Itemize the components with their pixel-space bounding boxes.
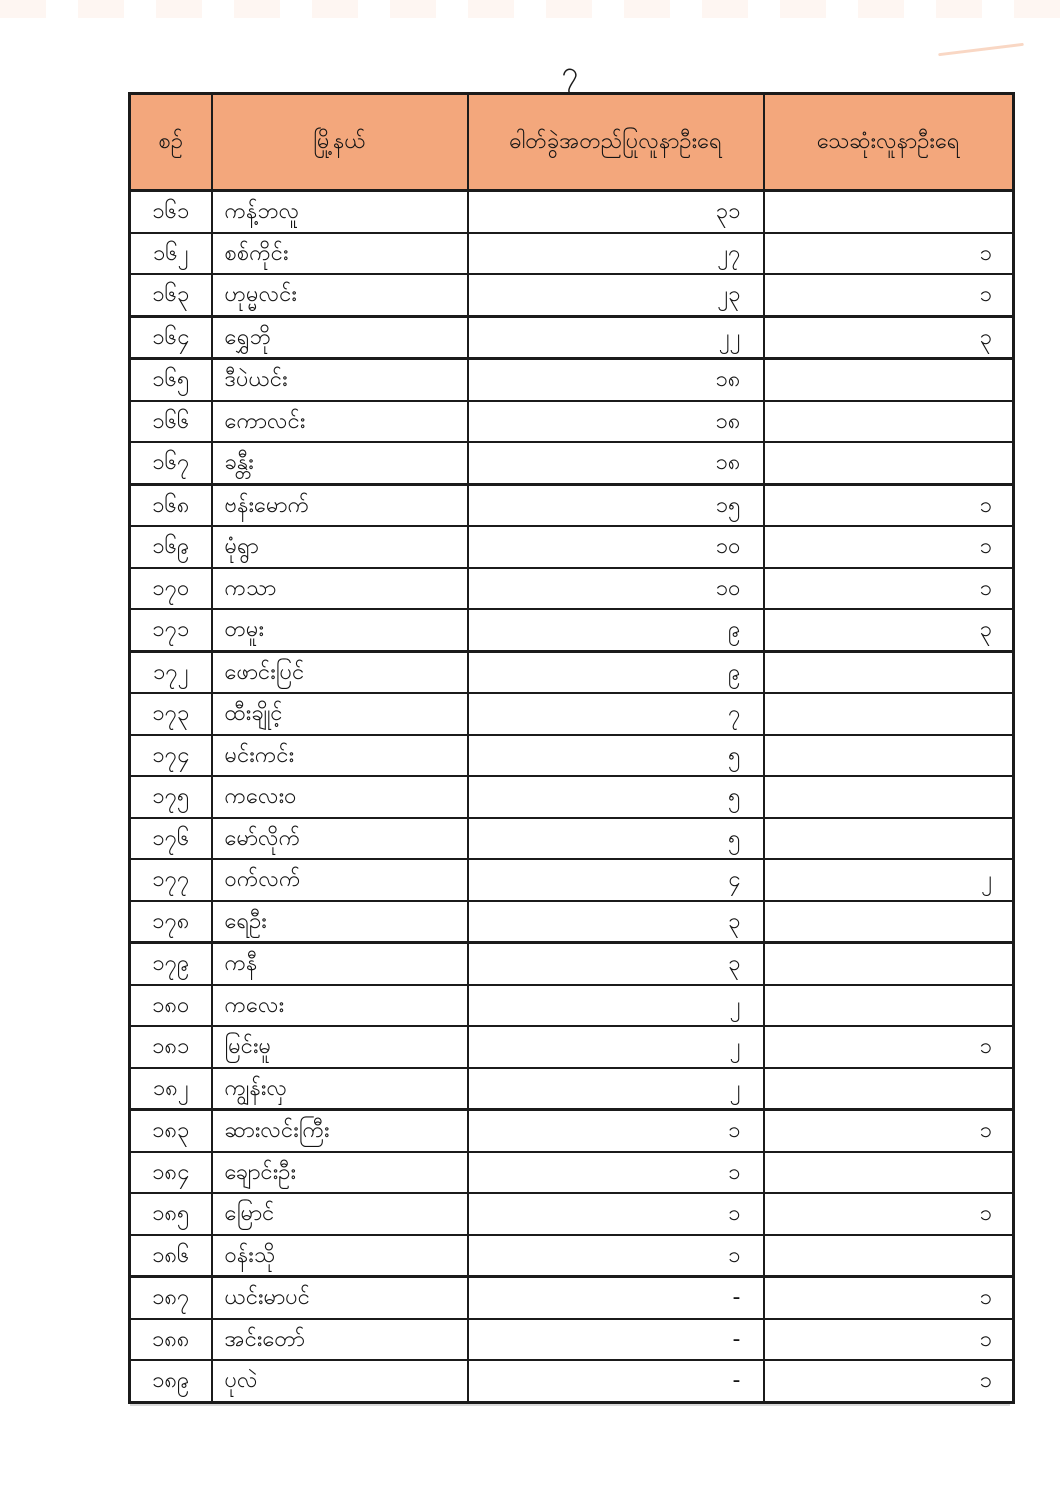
cell-township: ခန္တီး bbox=[212, 442, 468, 484]
cell-deaths: ၁ bbox=[764, 1193, 1014, 1235]
cell-confirmed: ၅ bbox=[468, 735, 764, 777]
cell-serial: ၁၇၉ bbox=[130, 943, 212, 985]
table-row bbox=[130, 1152, 1014, 1194]
table-row bbox=[130, 818, 1014, 860]
table-row bbox=[130, 1068, 1014, 1110]
cell-deaths bbox=[764, 735, 1014, 777]
table-row bbox=[130, 1277, 1014, 1319]
cell-serial: ၁၆၅ bbox=[130, 359, 212, 401]
cell-confirmed: ၂၃ bbox=[468, 274, 764, 316]
cell-township: ရွှေဘို bbox=[212, 316, 468, 359]
cell-deaths bbox=[764, 1152, 1014, 1194]
cell-confirmed: ၁၈ bbox=[468, 359, 764, 401]
table-row bbox=[130, 1110, 1014, 1152]
cell-confirmed: ၁ bbox=[468, 1235, 764, 1277]
cell-confirmed: ၄ bbox=[468, 859, 764, 901]
cell-township: ကလေး bbox=[212, 985, 468, 1027]
cell-township: ကောလင်း bbox=[212, 401, 468, 443]
cell-confirmed: ၁၀ bbox=[468, 526, 764, 568]
table-row bbox=[130, 401, 1014, 443]
cell-township: မြောင် bbox=[212, 1193, 468, 1235]
cell-township: မုံရွာ bbox=[212, 526, 468, 568]
township-cases-table bbox=[128, 92, 1015, 1404]
table-row bbox=[130, 693, 1014, 735]
cell-deaths: ၁ bbox=[764, 484, 1014, 526]
cell-township: ပုလဲ bbox=[212, 1360, 468, 1402]
cell-serial: ၁၇၁ bbox=[130, 609, 212, 651]
table-row bbox=[130, 316, 1014, 359]
table-header-row bbox=[130, 94, 1014, 191]
cell-confirmed: ၂၇ bbox=[468, 233, 764, 275]
cell-serial: ၁၇၇ bbox=[130, 859, 212, 901]
table-body bbox=[130, 191, 1014, 1403]
table-row bbox=[130, 1319, 1014, 1361]
cell-deaths bbox=[764, 1068, 1014, 1110]
cell-township: စစ်ကိုင်း bbox=[212, 233, 468, 275]
cell-township: ကန့်ဘလူ bbox=[212, 191, 468, 233]
table-row bbox=[130, 233, 1014, 275]
cell-confirmed: ၁၈ bbox=[468, 442, 764, 484]
cell-township: ဒီပဲယင်း bbox=[212, 359, 468, 401]
cell-deaths bbox=[764, 943, 1014, 985]
cell-township: ကနီ bbox=[212, 943, 468, 985]
table-row bbox=[130, 274, 1014, 316]
cell-confirmed: - bbox=[468, 1360, 764, 1402]
cell-confirmed: ၃ bbox=[468, 901, 764, 943]
cell-serial: ၁၈၇ bbox=[130, 1277, 212, 1319]
cell-deaths: ၁ bbox=[764, 1319, 1014, 1361]
cell-confirmed: ၂ bbox=[468, 985, 764, 1027]
cell-confirmed: - bbox=[468, 1319, 764, 1361]
cell-serial: ၁၇၄ bbox=[130, 735, 212, 777]
cell-deaths: ၃ bbox=[764, 609, 1014, 651]
cell-confirmed: ၁၀ bbox=[468, 568, 764, 610]
cell-serial: ၁၈၃ bbox=[130, 1110, 212, 1152]
cell-deaths bbox=[764, 985, 1014, 1027]
cell-serial: ၁၈၈ bbox=[130, 1319, 212, 1361]
cell-serial: ၁၈၆ bbox=[130, 1235, 212, 1277]
cell-confirmed: ၃၁ bbox=[468, 191, 764, 233]
cell-serial: ၁၇၆ bbox=[130, 818, 212, 860]
table-row bbox=[130, 191, 1014, 233]
cell-serial: ၁၆၉ bbox=[130, 526, 212, 568]
cell-confirmed: ၅ bbox=[468, 776, 764, 818]
cell-deaths: ၁ bbox=[764, 274, 1014, 316]
cell-confirmed: ၁၈ bbox=[468, 401, 764, 443]
table-header bbox=[130, 94, 1014, 191]
cell-township: ဟုမ္မလင်း bbox=[212, 274, 468, 316]
cell-confirmed: ၁၅ bbox=[468, 484, 764, 526]
cell-deaths: ၁ bbox=[764, 1277, 1014, 1319]
cell-confirmed: ၂ bbox=[468, 1068, 764, 1110]
cell-deaths: ၁ bbox=[764, 1110, 1014, 1152]
cell-deaths bbox=[764, 442, 1014, 484]
table-row bbox=[130, 484, 1014, 526]
table-row bbox=[130, 526, 1014, 568]
cell-deaths: ၁ bbox=[764, 526, 1014, 568]
cell-deaths bbox=[764, 191, 1014, 233]
cell-township: ထီးချိုင့် bbox=[212, 693, 468, 735]
cell-deaths bbox=[764, 1235, 1014, 1277]
cell-township: တမူး bbox=[212, 609, 468, 651]
cell-serial: ၁၆၄ bbox=[130, 316, 212, 359]
township-cases-table-wrap bbox=[128, 92, 1012, 1404]
table-row bbox=[130, 943, 1014, 985]
cell-deaths bbox=[764, 651, 1014, 693]
cell-serial: ၁၇၈ bbox=[130, 901, 212, 943]
cell-deaths: ၁ bbox=[764, 1360, 1014, 1402]
cell-township: ဖောင်းပြင် bbox=[212, 651, 468, 693]
cell-serial: ၁၆၁ bbox=[130, 191, 212, 233]
cell-township: ဝက်လက် bbox=[212, 859, 468, 901]
cell-township: မင်းကင်း bbox=[212, 735, 468, 777]
table-row bbox=[130, 776, 1014, 818]
table-row bbox=[130, 985, 1014, 1027]
cell-serial: ၁၆၇ bbox=[130, 442, 212, 484]
cell-serial: ၁၆၈ bbox=[130, 484, 212, 526]
cell-serial: ၁၈၅ bbox=[130, 1193, 212, 1235]
cell-township: ကလေးဝ bbox=[212, 776, 468, 818]
table-row bbox=[130, 1026, 1014, 1068]
col-header-township: မြို့နယ် bbox=[212, 94, 468, 191]
col-header-confirmed: ဓါတ်ခွဲအတည်ပြုလူနာဦးရေ bbox=[468, 94, 764, 191]
cell-serial: ၁၆၆ bbox=[130, 401, 212, 443]
cell-township: မြင်းမူ bbox=[212, 1026, 468, 1068]
table-row bbox=[130, 568, 1014, 610]
cell-serial: ၁၈၉ bbox=[130, 1360, 212, 1402]
cell-township: ဗန်းမောက် bbox=[212, 484, 468, 526]
cell-township: ယင်းမာပင် bbox=[212, 1277, 468, 1319]
cell-serial: ၁၈၁ bbox=[130, 1026, 212, 1068]
cell-serial: ၁၆၃ bbox=[130, 274, 212, 316]
table-row bbox=[130, 359, 1014, 401]
cell-deaths: ၁ bbox=[764, 568, 1014, 610]
cell-serial: ၁၈၄ bbox=[130, 1152, 212, 1194]
cell-township: ရေဦး bbox=[212, 901, 468, 943]
cell-deaths: ၂ bbox=[764, 859, 1014, 901]
cell-confirmed: ၉ bbox=[468, 609, 764, 651]
table-row bbox=[130, 1360, 1014, 1402]
cell-serial: ၁၇၀ bbox=[130, 568, 212, 610]
scan-bottom-shadow bbox=[130, 1404, 1010, 1406]
col-header-deaths: သေဆုံးလူနာဦးရေ bbox=[764, 94, 1014, 191]
cell-confirmed: ၁ bbox=[468, 1193, 764, 1235]
table-row bbox=[130, 1235, 1014, 1277]
cell-confirmed: ၁ bbox=[468, 1110, 764, 1152]
cell-serial: ၁၇၂ bbox=[130, 651, 212, 693]
cell-serial: ၁၇၅ bbox=[130, 776, 212, 818]
cell-confirmed: ၃ bbox=[468, 943, 764, 985]
cell-serial: ၁၇၃ bbox=[130, 693, 212, 735]
cell-serial: ၁၆၂ bbox=[130, 233, 212, 275]
cell-township: မော်လိုက် bbox=[212, 818, 468, 860]
table-row bbox=[130, 735, 1014, 777]
cell-confirmed: ၂၂ bbox=[468, 316, 764, 359]
cell-confirmed: ၉ bbox=[468, 651, 764, 693]
cell-deaths bbox=[764, 901, 1014, 943]
table-row bbox=[130, 651, 1014, 693]
table-row bbox=[130, 442, 1014, 484]
cell-deaths: ၃ bbox=[764, 316, 1014, 359]
col-header-serial: စဉ် bbox=[130, 94, 212, 191]
cell-deaths bbox=[764, 359, 1014, 401]
cell-deaths bbox=[764, 776, 1014, 818]
cell-township: ကသာ bbox=[212, 568, 468, 610]
cell-township: ဝန်းသို bbox=[212, 1235, 468, 1277]
cell-township: အင်းတော် bbox=[212, 1319, 468, 1361]
scan-scratch-mark bbox=[938, 43, 1024, 56]
page-number: ၇ bbox=[561, 55, 579, 90]
cell-serial: ၁၈၀ bbox=[130, 985, 212, 1027]
table-row bbox=[130, 859, 1014, 901]
table-row bbox=[130, 901, 1014, 943]
cell-deaths: ၁ bbox=[764, 233, 1014, 275]
cell-township: ကျွန်းလှ bbox=[212, 1068, 468, 1110]
table-row bbox=[130, 1193, 1014, 1235]
cell-confirmed: ၇ bbox=[468, 693, 764, 735]
cell-confirmed: ၂ bbox=[468, 1026, 764, 1068]
cell-confirmed: ၁ bbox=[468, 1152, 764, 1194]
cell-deaths: ၁ bbox=[764, 1026, 1014, 1068]
cell-confirmed: ၅ bbox=[468, 818, 764, 860]
cell-deaths bbox=[764, 818, 1014, 860]
cell-township: ဆားလင်းကြီး bbox=[212, 1110, 468, 1152]
cell-serial: ၁၈၂ bbox=[130, 1068, 212, 1110]
cell-deaths bbox=[764, 401, 1014, 443]
table-row bbox=[130, 609, 1014, 651]
cell-deaths bbox=[764, 693, 1014, 735]
cell-township: ချောင်းဦး bbox=[212, 1152, 468, 1194]
cell-confirmed: - bbox=[468, 1277, 764, 1319]
scan-ghost-strip bbox=[0, 0, 1062, 18]
